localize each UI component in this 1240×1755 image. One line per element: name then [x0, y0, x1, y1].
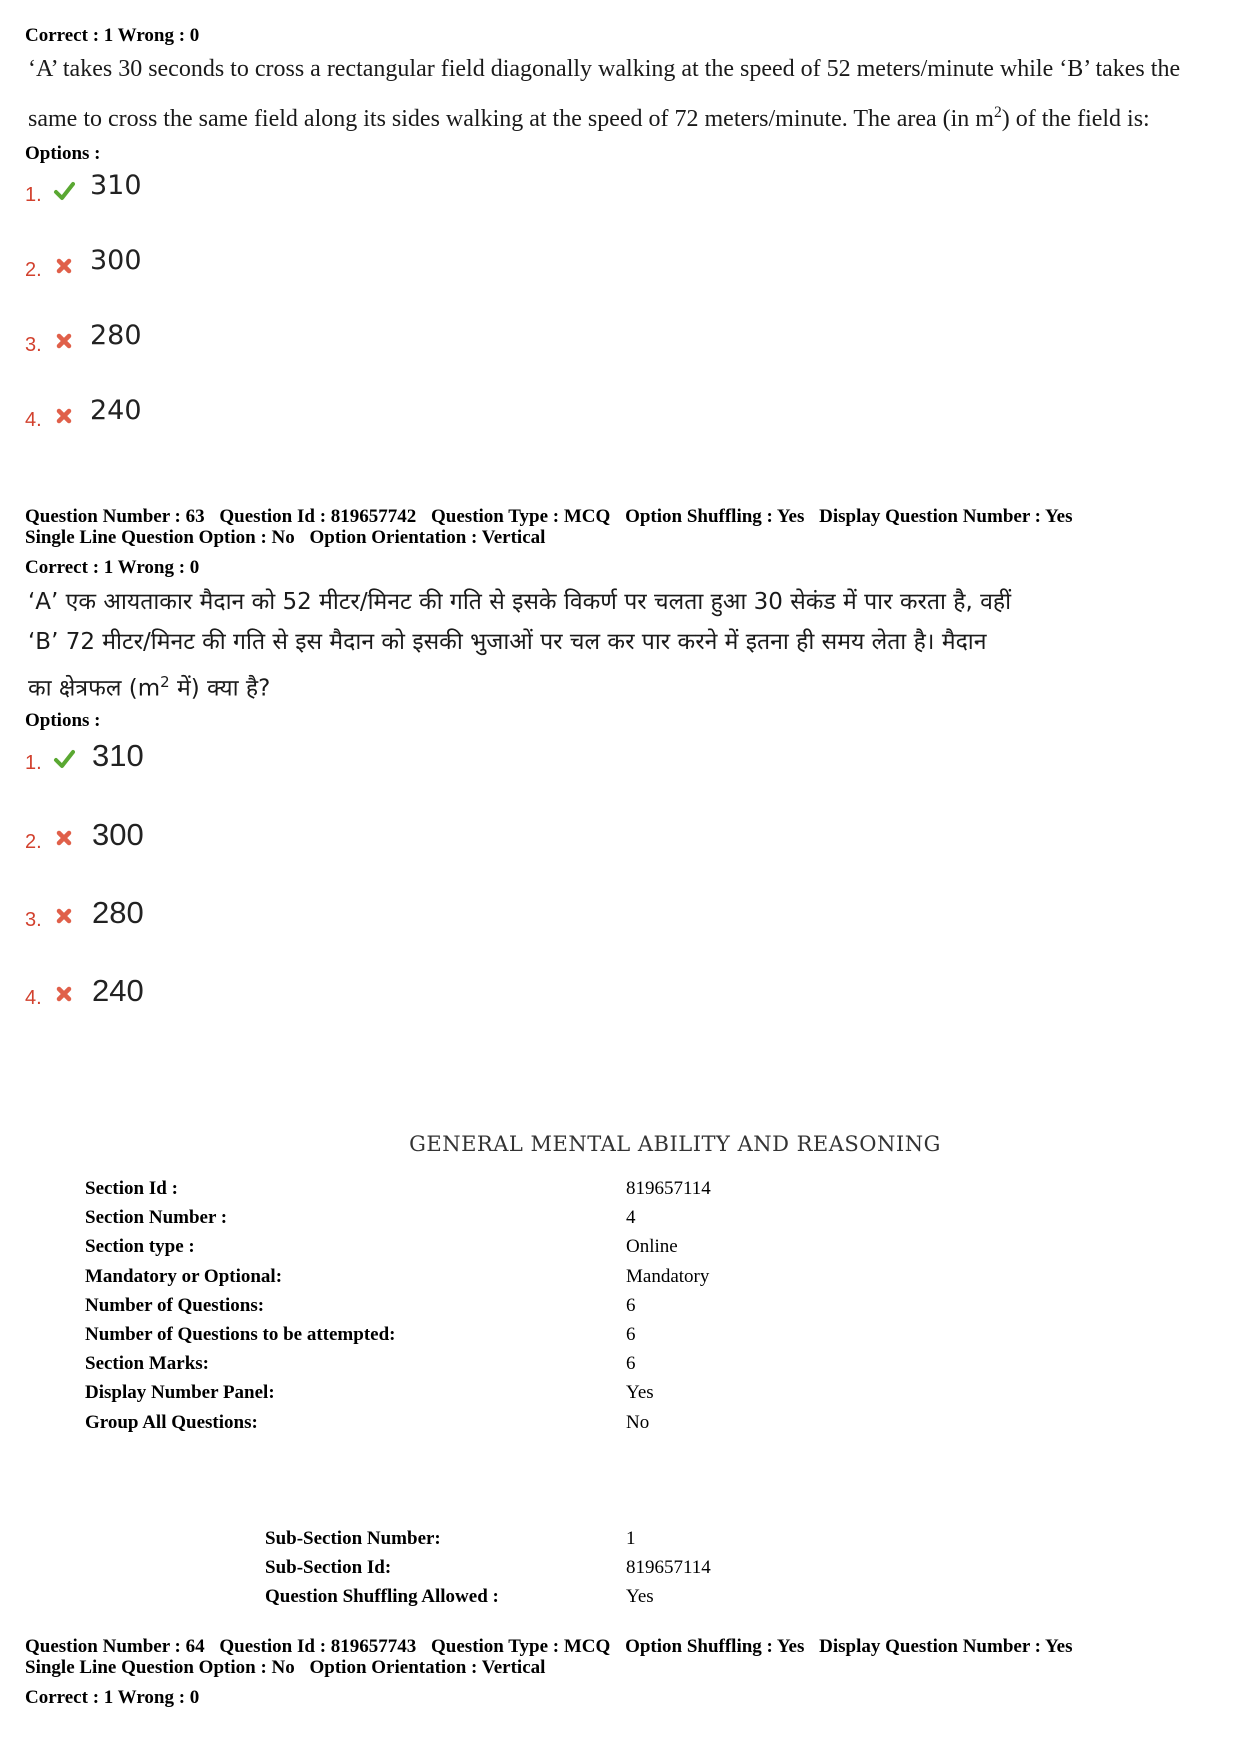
option-number: 2. [25, 259, 42, 281]
check-icon [53, 748, 75, 770]
cross-icon [53, 905, 75, 927]
cross-icon [53, 255, 75, 277]
q62-options-label: Options : [25, 143, 101, 164]
q62-text-sup: 2 [993, 104, 1002, 121]
cross-icon [53, 827, 75, 849]
q63-hi-line3a: का क्षेत्रफल (m [28, 675, 161, 702]
row-label: Group All Questions: [85, 1411, 258, 1433]
option-value: 280 [90, 320, 142, 351]
option-number: 4. [25, 987, 42, 1009]
q63-meta-qtype: Question Type : MCQ [431, 506, 611, 527]
q63-correct-wrong: Correct : 1 Wrong : 0 [25, 557, 200, 578]
row-label: Number of Questions: [85, 1294, 265, 1316]
option-value: 310 [92, 738, 144, 773]
row-label: Section type : [85, 1236, 195, 1258]
row-label: Display Number Panel: [85, 1382, 275, 1404]
q64-correct-wrong: Correct : 1 Wrong : 0 [25, 1687, 200, 1708]
row-value: 6 [626, 1324, 636, 1345]
option-value: 310 [90, 170, 142, 201]
q64-meta-line2 [25, 1657, 555, 1678]
q63-meta-singleline: Single Line Question Option : No [25, 527, 295, 548]
row-value: 1 [626, 1528, 636, 1549]
section-title: GENERAL MENTAL ABILITY AND REASONING [409, 1132, 941, 1156]
option-value: 240 [92, 973, 144, 1008]
q63-meta-qid: Question Id : 819657742 [219, 506, 417, 527]
q63-hi-line3b: में) क्या है? [169, 675, 271, 702]
row-value: No [626, 1411, 650, 1433]
q63-meta-display: Display Question Number : Yes [819, 506, 1073, 527]
q63-meta-shuffle: Option Shuffling : Yes [625, 506, 805, 527]
option-value: 280 [92, 895, 144, 930]
q62-text-part3: ) of the field is: [1001, 106, 1150, 132]
q64-meta-qnum: Question Number : 64 [25, 1636, 205, 1657]
q62-text-part1: ‘A’ takes 30 seconds to cross a rectangular field diagonally walking at the speed of 52 meters/minute while ‘B’ takes the [28, 56, 1181, 82]
q64-meta-display: Display Question Number : Yes [819, 1636, 1073, 1657]
row-label: Mandatory or Optional: [85, 1265, 283, 1287]
q64-meta-shuffle: Option Shuffling : Yes [625, 1636, 805, 1657]
row-label: Question Shuffling Allowed : [265, 1586, 499, 1607]
row-label: Sub-Section Id: [265, 1557, 392, 1578]
q63-meta-line1 [25, 506, 1082, 527]
row-value: 6 [626, 1353, 636, 1375]
option-value: 300 [92, 817, 144, 852]
row-value: 819657114 [626, 1178, 711, 1199]
option-number: 2. [25, 831, 42, 853]
q64-meta-orientation: Option Orientation : Vertical [309, 1657, 546, 1678]
q63-meta-qnum: Question Number : 63 [25, 506, 205, 527]
q64-meta-singleline: Single Line Question Option : No [25, 1657, 295, 1678]
q62-text-part2: same to cross the same field along its sides walking at the speed of 72 meters/minute. The area (in m [28, 106, 994, 132]
cross-icon [53, 330, 75, 352]
cross-icon [53, 405, 75, 427]
option-value: 300 [90, 245, 142, 276]
option-number: 3. [25, 334, 42, 356]
row-value: Online [626, 1236, 678, 1258]
row-label: Sub-Section Number: [265, 1528, 441, 1549]
option-value: 240 [90, 395, 142, 426]
option-number: 4. [25, 409, 42, 431]
row-label: Section Id : [85, 1178, 178, 1199]
cross-icon [53, 983, 75, 1005]
row-value: 4 [626, 1207, 636, 1229]
option-number: 1. [25, 752, 42, 774]
q63-hi-line1: ‘A’ एक आयताकार मैदान को 52 मीटर/मिनट की गति से इसके विकर्ण पर चलता हुआ 30 सेकंड में पार करता है, वहीं [28, 589, 1012, 615]
check-icon [53, 180, 75, 202]
row-value: 819657114 [626, 1557, 711, 1578]
q63-hi-line2: ‘B’ 72 मीटर/मिनट की गति से इस मैदान को इसकी भुजाओं पर चल कर पार करने में इतना ही समय लेता है। मैदान [28, 629, 987, 655]
q63-meta-line2 [25, 527, 555, 548]
q64-meta-qtype: Question Type : MCQ [431, 1636, 611, 1657]
row-value: Yes [626, 1382, 654, 1404]
row-value: 6 [626, 1294, 636, 1316]
q63-question-text-hindi [28, 582, 1223, 709]
q63-hi-sup: 2 [160, 673, 170, 691]
row-label: Section Marks: [85, 1353, 210, 1375]
q64-meta-line1 [25, 1636, 1082, 1657]
q62-correct-wrong: Correct : 1 Wrong : 0 [25, 25, 200, 46]
option-number: 3. [25, 909, 42, 931]
q63-options-label: Options : [25, 710, 101, 731]
q64-meta-qid: Question Id : 819657743 [219, 1636, 417, 1657]
q63-meta-orientation: Option Orientation : Vertical [309, 527, 546, 548]
q62-question-text [28, 47, 1223, 141]
row-value: Yes [626, 1586, 654, 1607]
row-value: Mandatory [626, 1265, 710, 1287]
row-label: Number of Questions to be attempted: [85, 1324, 396, 1345]
row-label: Section Number : [85, 1207, 228, 1229]
option-number: 1. [25, 184, 42, 206]
